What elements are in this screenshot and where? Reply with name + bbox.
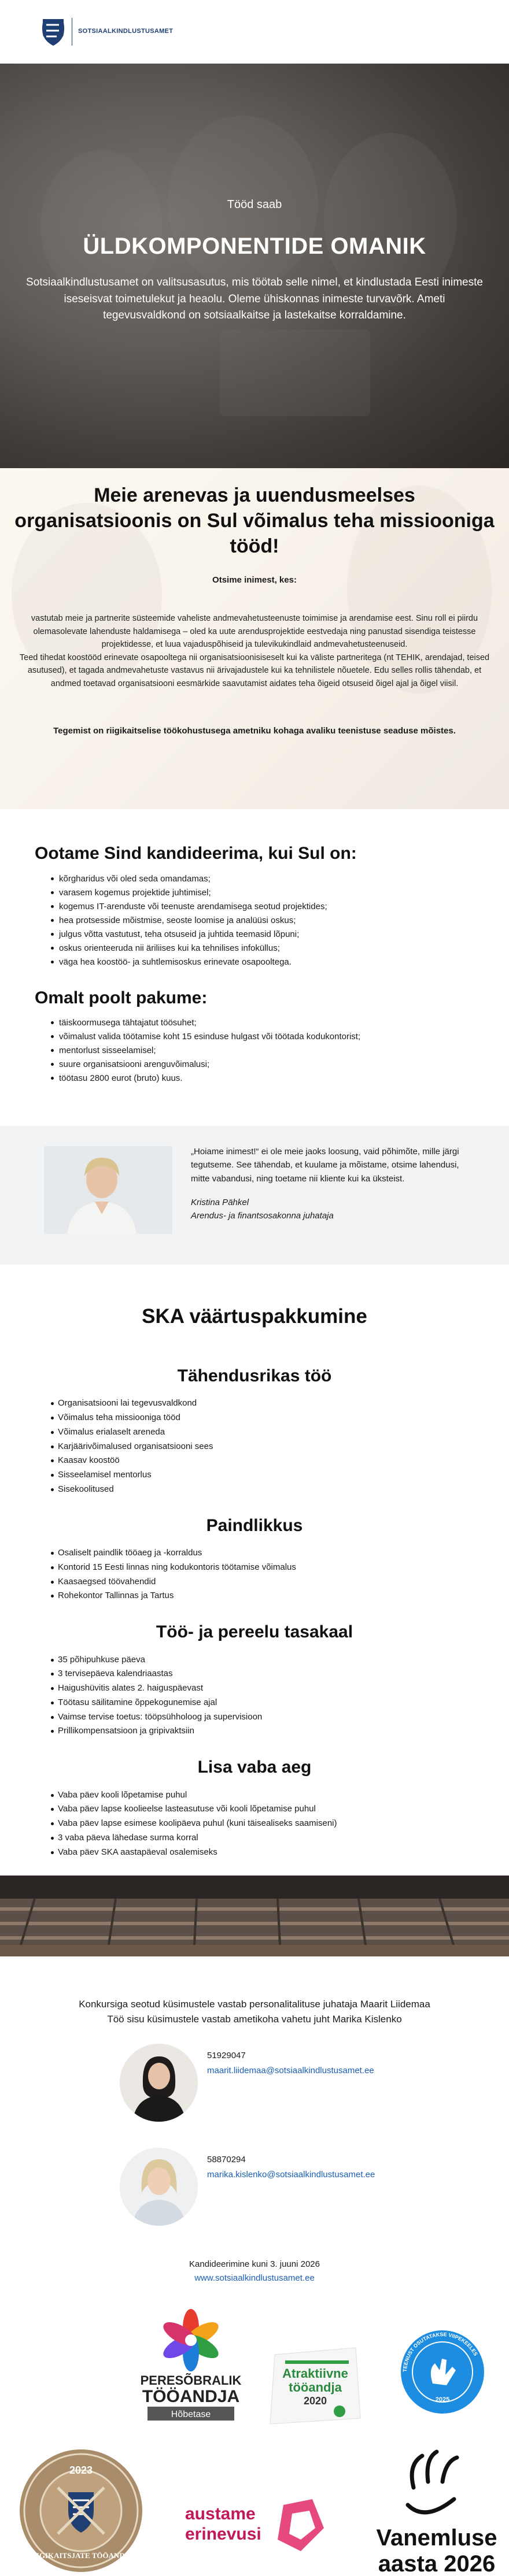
contact-phone[interactable]: 51929047 <box>207 2051 246 2061</box>
testimonial-author-name: Kristina Pähkel <box>191 1197 249 1207</box>
list-item: Võimalus teha missiooniga tööd <box>58 1411 509 1425</box>
testimonial-photo <box>44 1146 172 1234</box>
age-year-line1: Vanemluse <box>376 2525 497 2551</box>
coat-of-arms-icon <box>40 17 66 47</box>
contact-photo <box>120 2044 198 2122</box>
offer-title: Omalt poolt pakume: <box>35 988 208 1007</box>
list-item: Kaasav koostöö <box>58 1454 509 1468</box>
org-logo[interactable] <box>40 17 173 47</box>
sign-language-logo <box>399 2329 486 2415</box>
list-item: Organisatsiooni lai tegevusvaldkond <box>58 1396 509 1411</box>
age-year-line2: aasta 2026 <box>378 2551 496 2576</box>
value-section-title: Töö- ja pereelu tasakaal <box>156 1622 353 1641</box>
contact-card <box>0 2044 509 2130</box>
job-title: ÜLDKOMPONENTIDE OMANIK <box>83 233 426 259</box>
attractive-employer-badge <box>263 2343 367 2430</box>
testimonial-author <box>191 1196 463 1223</box>
age-year-logo <box>373 2441 500 2576</box>
list-item: Töötasu säilitamine õppekogunemise ajal <box>58 1696 509 1710</box>
list-item: Vaba päev lapse esimese koolipäeva puhul (kuni täisealiseks saamiseni) <box>58 1817 509 1831</box>
hall-illustration <box>0 1876 509 1956</box>
testimonial-quote: „Hoiame inimest!“ ei ole meie jaoks loosung, vaid põhimõte, mille järgi tegutseme. See tähendab, et kuulame ja mõistame, otsime lahendusi, mitte vabandusi, ning toetame nii kliente kui ka üksteist. <box>191 1147 459 1184</box>
list-item: Kaasaegsed töövahendid <box>58 1575 509 1589</box>
contact-phone[interactable]: 58870294 <box>207 2155 246 2165</box>
value-section-title: Lisa vaba aeg <box>197 1758 312 1777</box>
diversity-logo <box>185 2493 335 2557</box>
list-item: hea protsesside mõistmise, seoste loomise ja analüüsi oskus; <box>59 914 474 928</box>
mission-section <box>0 468 509 809</box>
age-year-badge <box>373 2441 500 2576</box>
diversity-line2: erinevusi <box>185 2525 261 2544</box>
testimonial <box>0 1126 509 1265</box>
contact-intro <box>0 1997 509 2026</box>
defence-year: 2023 <box>69 2464 93 2477</box>
hero-description: Sotsiaalkindlustusamet on valitsusasutus, mis töötab selle nimel, et kindlustada Eesti inimeste iseseisvat toimetulekut ja heaolu. Oleme ühiskonnas inimeste turvavõrk. Ameti tegevusvaldkond on sotsiaalkaitse ja lastekaitse korraldamine. <box>26 276 483 321</box>
requirements-list <box>35 872 474 969</box>
mission-content <box>0 483 509 737</box>
family-friendly-line2: TÖÖANDJA <box>142 2387 240 2407</box>
attractive-line2: tööandja <box>289 2380 342 2395</box>
list-item: Rohekontor Tallinnas ja Tartus <box>58 1589 509 1603</box>
list-item: väga hea koostöö- ja suhtlemisoskus erinevate osapooltega. <box>59 955 474 969</box>
diversity-badge <box>185 2493 335 2557</box>
defence-ring-text: RIIGIKAITSJATE TÖÖANDJA <box>28 2551 134 2560</box>
value-list <box>0 1396 509 1496</box>
application-deadline: Kandideerimine kuni 3. juuni 2026 <box>189 2259 320 2270</box>
portrait-illustration <box>44 1146 172 1234</box>
attractive-line1: Atraktiivne <box>282 2366 348 2381</box>
website-link[interactable]: www.sotsiaalkindlustusamet.ee <box>194 2273 315 2284</box>
value-section-title: Paindlikkus <box>206 1515 303 1535</box>
employer-badges <box>0 2308 509 2576</box>
portrait-illustration <box>120 2148 198 2226</box>
contact-email-link[interactable]: marika.kislenko@sotsiaalkindlustusamet.ee <box>207 2169 375 2180</box>
mission-title: Meie arenevas ja uuendusmeelses organisatsioonis on Sul võimalus teha missiooniga tööd! <box>14 484 495 558</box>
defence-employer-badge <box>17 2447 145 2574</box>
family-friendly-logo <box>136 2308 246 2424</box>
mission-seeking-label: Otsime inimest, kes: <box>212 574 297 585</box>
mission-paragraph: Teed tihedat koostööd erinevate osapooltega nii organisatsioonisiseselt kui ka väliste partneritega (nt TEHIK, arendajad, teised asutused), et tagada andmevahetuste vastavus nii ärivajadustele kui ka tehnilistele nõuetele. Edu selles rollis tähendab, et andmed toetavad organisatsiooni eesmärkide saavutamist aidates teha õigeid otsuseid õigel ajal ja õigel viisil. <box>19 653 490 688</box>
list-item: kõrgharidus või oled seda omandamas; <box>59 872 474 886</box>
list-item: Vaba päev SKA aastapäeval osalemiseks <box>58 1845 509 1860</box>
value-section-title: Tähendusrikas töö <box>177 1366 332 1385</box>
attractive-year: 2020 <box>303 2395 327 2407</box>
value-proposition <box>0 1265 509 1859</box>
value-title: SKA väärtuspakkumine <box>142 1305 367 1328</box>
hero-banner <box>0 64 509 468</box>
testimonial-text-block <box>191 1145 463 1222</box>
list-item: Haigushüvitis alates 2. haiguspäevast <box>58 1681 509 1696</box>
list-item: Karjäärivõimalused organisatsiooni sees <box>58 1440 509 1454</box>
attractive-employer-logo <box>263 2343 367 2430</box>
contact-info <box>207 2152 375 2182</box>
sign-language-ring-text: TEENUST OSUTATAKSE VIIPEKEELES <box>401 2332 479 2373</box>
list-item: julgus võtta vastutust, teha otsuseid ja juhtida teemasid lõpuni; <box>59 928 474 942</box>
contact-section <box>0 1956 509 2285</box>
family-friendly-line1: PERESÕBRALIK <box>140 2373 242 2388</box>
list-item: oskus orienteeruda nii äriliises kui ka tehnilises infoküllus; <box>59 942 474 955</box>
requirements-section <box>0 809 509 1085</box>
value-list <box>0 1546 509 1603</box>
list-item: 3 tervisepäeva kalendriaastas <box>58 1667 509 1681</box>
contact-manager-line: Töö sisu küsimustele vastab ametikoha vahetu juht Marika Kislenko <box>107 2013 402 2025</box>
list-item: suure organisatsiooni arenguvõimalusi; <box>59 1058 474 1072</box>
list-item: Kontorid 15 Eesti linnas ning kodukontoris töötamise võimalus <box>58 1561 509 1575</box>
list-item: 35 põhipuhkuse päeva <box>58 1653 509 1667</box>
list-item: 3 vaba päeva lähedase surma korral <box>58 1831 509 1845</box>
family-friendly-badge <box>136 2308 246 2424</box>
contact-photo <box>120 2148 198 2226</box>
requirements-title: Ootame Sind kandideerima, kui Sul on: <box>35 844 357 863</box>
defence-duty-note: Tegemist on riigikaitselise töökohustusega ametniku kohaga avaliku teenistuse seaduse mõistes. <box>53 726 456 736</box>
list-item: kogemus IT-arenduste või teenuste arendamisega seotud projektides; <box>59 900 474 914</box>
diversity-line1: austame <box>185 2504 256 2524</box>
sign-language-badge <box>399 2329 486 2415</box>
portrait-illustration <box>120 2044 198 2122</box>
list-item: Osaliselt paindlik tööaeg ja -korraldus <box>58 1546 509 1561</box>
testimonial-author-role: Arendus- ja finantsosakonna juhataja <box>191 1211 334 1221</box>
list-item: Sisseelamisel mentorlus <box>58 1468 509 1482</box>
value-list <box>0 1653 509 1739</box>
family-friendly-level: Hõbetase <box>171 2410 211 2420</box>
hero-kicker: Tööd saab <box>227 198 282 211</box>
hero-content <box>0 197 509 324</box>
offer-list <box>35 1016 474 1085</box>
list-item: Sisekoolitused <box>58 1482 509 1497</box>
list-item: Vaba päev lapse koolieelse lasteasutuse või kooli lõpetamise puhul <box>58 1802 509 1817</box>
list-item: täiskoormusega tähtajatut töösuhet; <box>59 1016 474 1030</box>
list-item: mentorlust sisseelamisel; <box>59 1044 474 1058</box>
defence-employer-logo <box>17 2447 145 2574</box>
list-item: Võimalus erialaselt areneda <box>58 1425 509 1440</box>
header <box>0 0 509 64</box>
org-name: SOTSIAALKINDLUSTUSAMET <box>78 28 174 35</box>
list-item: töötasu 2800 eurot (bruto) kuus. <box>59 1072 474 1085</box>
contact-card <box>0 2148 509 2234</box>
contact-info <box>207 2048 374 2078</box>
contact-email-link[interactable]: maarit.liidemaa@sotsiaalkindlustusamet.ee <box>207 2065 374 2075</box>
value-list <box>0 1788 509 1860</box>
mission-paragraph: vastutab meie ja partnerite süsteemide vaheliste andmevahetusteenuste toimimise ja arendamise eest. Sinu roll ei piirdu olemasolevate lahenduste haldamisega – oled ka uute arendusprojektide eestvedaja ning panustad sisendiga teistesse projektidesse, et luua vajaduspõhiseid ja tulevikukindlaid andmevahetusteenuseid. <box>31 614 478 650</box>
hall-photo <box>0 1876 509 1956</box>
list-item: Vaba päev kooli lõpetamise puhul <box>58 1788 509 1803</box>
sign-language-year: 2025 <box>435 2396 450 2404</box>
application-deadline-block <box>0 2258 509 2285</box>
list-item: võimalust valida töötamise koht 15 esinduse hulgast või töötada kodukontorist; <box>59 1030 474 1044</box>
contact-hr-line: Konkursiga seotud küsimustele vastab personalitalituse juhataja Maarit Liidemaa <box>79 1999 430 2010</box>
list-item: Vaimse tervise toetus: tööpsühholoog ja supervisioon <box>58 1710 509 1725</box>
list-item: Prillikompensatsioon ja gripivaktsiin <box>58 1724 509 1739</box>
list-item: varasem kogemus projektide juhtimisel; <box>59 886 474 900</box>
